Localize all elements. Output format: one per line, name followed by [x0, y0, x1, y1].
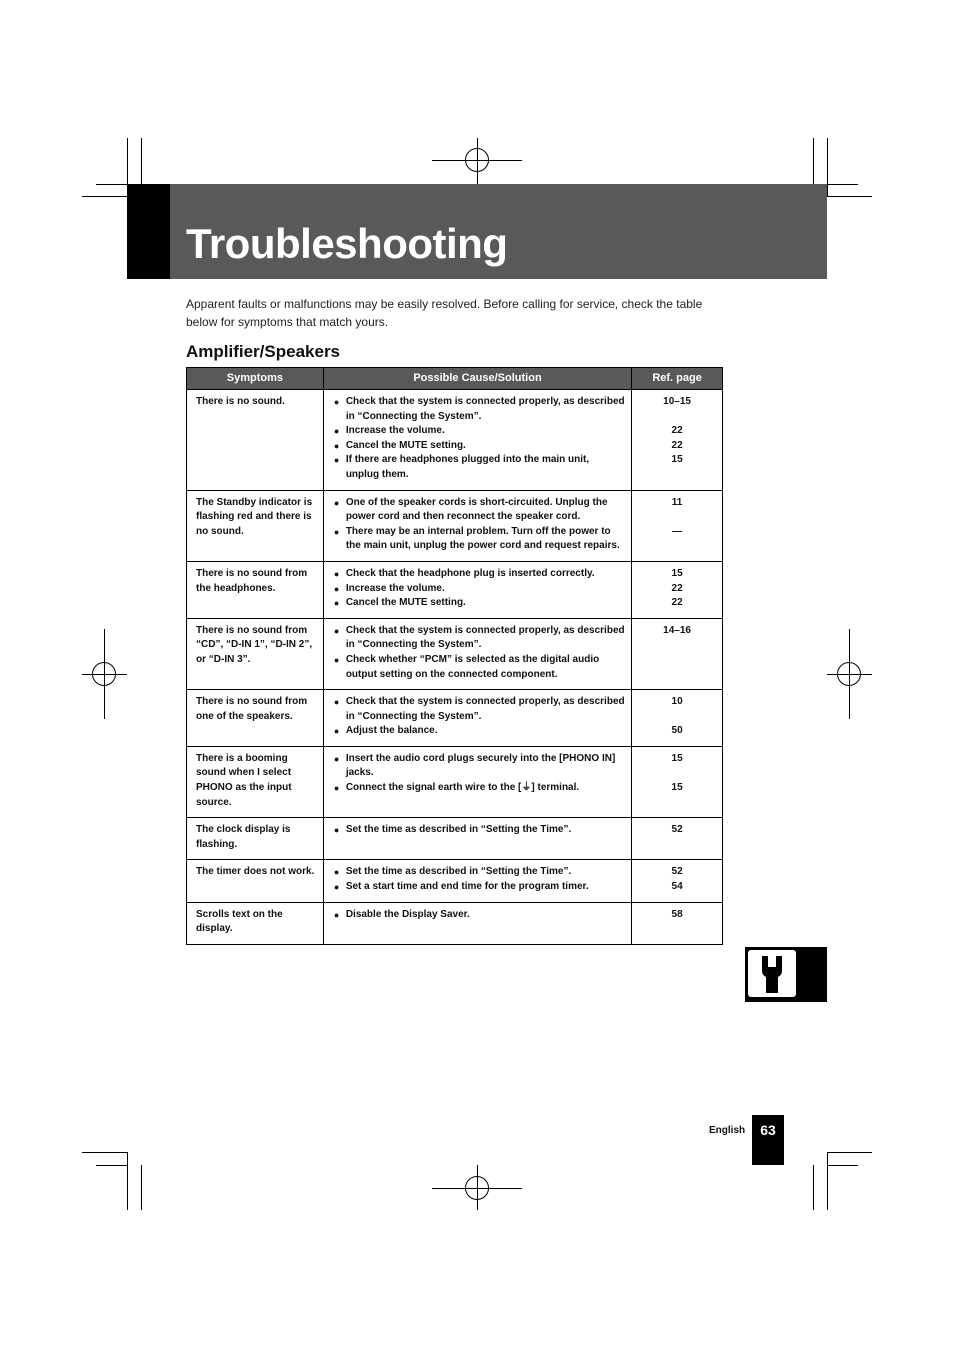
solution-item — [334, 908, 625, 923]
symptom-cell: There is no sound from the headphones. — [187, 561, 324, 618]
solution-text: Check that the headphone plug is inserted correctly. — [345, 567, 595, 579]
solution-item — [334, 695, 625, 724]
solution-text: Increase the volume. — [345, 582, 445, 594]
bullet-icon: ● — [333, 440, 340, 451]
footer-language: English — [709, 1125, 746, 1136]
solution-cell — [323, 490, 631, 561]
solution-item — [334, 496, 625, 525]
solution-cell — [323, 561, 631, 618]
solution-cell — [323, 818, 631, 860]
ref-page-value: 54 — [671, 881, 683, 893]
solution-cell — [323, 746, 631, 817]
bullet-icon: ● — [333, 783, 340, 794]
bullet-icon: ● — [333, 825, 340, 836]
symptom-cell: The clock display is flashing. — [187, 818, 324, 860]
symptom-cell: There is no sound from one of the speakers. — [187, 690, 324, 747]
bullet-icon: ● — [333, 697, 340, 708]
solution-item — [334, 395, 625, 424]
wrench-icon — [748, 950, 796, 997]
ref-page-value — [632, 710, 722, 725]
title-bar-accent — [127, 184, 170, 279]
ref-page-value: 10 — [671, 696, 683, 708]
ref-page-value: 15 — [671, 782, 683, 794]
ref-page-value: 15 — [671, 752, 683, 764]
solution-item — [334, 582, 625, 597]
solution-cell — [323, 618, 631, 689]
symptom-cell: There is no sound from “CD”, “D-IN 1”, “D-IN 2”, or “D-IN 3”. — [187, 618, 324, 689]
ref-page-value: 15 — [671, 454, 683, 466]
ref-page-value: 22 — [671, 597, 683, 609]
solution-item — [334, 752, 625, 781]
ref-page-value — [632, 510, 722, 525]
solution-text: There may be an internal problem. Turn off the power to the main unit, unplug the power cord and request repairs. — [345, 525, 620, 552]
ref-page-value: 14–16 — [663, 624, 691, 636]
table-row — [187, 618, 723, 689]
table-row — [187, 818, 723, 860]
ref-page-cell — [632, 902, 723, 944]
ref-page-value: 52 — [671, 866, 683, 878]
symptom-cell: Scrolls text on the display. — [187, 902, 324, 944]
ref-page-cell — [632, 618, 723, 689]
solution-item — [334, 453, 625, 482]
bullet-icon: ● — [333, 455, 340, 466]
solution-text: Increase the volume. — [345, 425, 445, 437]
solution-item — [334, 823, 625, 838]
section-tab-icon-box — [748, 950, 796, 997]
solution-text: One of the speaker cords is short-circuited. Unplug the power cord and then reconnect the speaker cord. — [345, 496, 608, 523]
solution-text: Check whether “PCM” is selected as the digital audio output setting on the connected component. — [345, 653, 600, 680]
symptom-cell: The Standby indicator is flashing red and there is no sound. — [187, 490, 324, 561]
solution-text: Check that the system is connected properly, as described in “Connecting the System”. — [345, 696, 625, 722]
solution-cell — [323, 860, 631, 902]
ref-page-value: — — [672, 525, 683, 537]
bullet-icon: ● — [333, 625, 340, 636]
symptom-cell: The timer does not work. — [187, 860, 324, 902]
solution-item — [334, 596, 625, 611]
solution-text: Set the time as described in “Setting the Time”. — [345, 866, 572, 878]
ref-page-cell — [632, 860, 723, 902]
bullet-icon: ● — [333, 726, 340, 737]
solution-item — [334, 880, 625, 895]
bullet-icon: ● — [333, 598, 340, 609]
solution-item — [334, 424, 625, 439]
ref-page-value — [632, 766, 722, 781]
bullet-icon: ● — [333, 426, 340, 437]
table-row — [187, 561, 723, 618]
table-body — [187, 390, 723, 945]
ref-page-cell — [632, 561, 723, 618]
ref-page-cell — [632, 690, 723, 747]
solution-text: Disable the Display Saver. — [345, 908, 470, 920]
ref-page-cell — [632, 818, 723, 860]
bullet-icon: ● — [333, 568, 340, 579]
table-row — [187, 690, 723, 747]
ref-page-value — [632, 410, 722, 425]
solution-item — [334, 525, 625, 554]
solution-item — [334, 439, 625, 454]
ref-page-value: 11 — [671, 496, 683, 508]
bullet-icon: ● — [333, 753, 340, 764]
solution-item — [334, 865, 625, 880]
solution-text: Set a start time and end time for the program timer. — [345, 881, 589, 893]
troubleshooting-table — [186, 367, 723, 945]
page-title: Troubleshooting — [186, 220, 508, 267]
table-row — [187, 902, 723, 944]
ref-page-value: 52 — [671, 824, 683, 836]
table-header-row — [187, 368, 723, 390]
section-heading: Amplifier/Speakers — [186, 342, 341, 361]
solution-item — [334, 724, 625, 739]
bullet-icon: ● — [333, 397, 340, 407]
bullet-icon: ● — [333, 909, 340, 920]
ref-page-value: 50 — [671, 725, 683, 737]
bullet-icon: ● — [333, 497, 340, 508]
solution-text: Check that the system is connected properly, as described in “Connecting the System”. — [345, 624, 625, 651]
ref-page-cell — [632, 746, 723, 817]
header-ref-page: Ref. page — [632, 368, 723, 390]
table-row — [187, 860, 723, 902]
solution-item — [334, 653, 625, 682]
ref-page-value: 22 — [671, 582, 683, 594]
solution-cell — [323, 390, 631, 491]
solution-cell — [323, 902, 631, 944]
table-row — [187, 490, 723, 561]
solution-cell — [323, 690, 631, 747]
solution-text: Cancel the MUTE setting. — [345, 597, 466, 609]
ref-page-cell — [632, 490, 723, 561]
solution-item — [334, 781, 625, 796]
ref-page-value: 58 — [671, 908, 683, 920]
bullet-icon: ● — [333, 867, 340, 878]
solution-text: Set the time as described in “Setting the Time”. — [345, 824, 572, 836]
header-symptoms: Symptoms — [187, 368, 324, 390]
bullet-icon: ● — [333, 654, 340, 665]
symptom-cell: There is no sound. — [187, 390, 324, 491]
ref-page-value: 10–15 — [663, 396, 691, 407]
solution-item — [334, 567, 625, 582]
solution-text: If there are headphones plugged into the main unit, unplug them. — [345, 454, 590, 480]
solution-text: Adjust the balance. — [345, 725, 438, 737]
ref-page-cell — [632, 390, 723, 491]
solution-text: Connect the signal earth wire to the [⏚] terminal. — [345, 782, 580, 794]
bullet-icon: ● — [333, 583, 340, 594]
ref-page-value: 15 — [671, 567, 683, 579]
solution-text: Cancel the MUTE setting. — [345, 439, 466, 451]
ref-page-value: 22 — [671, 439, 683, 451]
page-number: 63 — [760, 1122, 776, 1138]
header-solution: Possible Cause/Solution — [323, 368, 631, 390]
solution-item — [334, 624, 625, 653]
intro-paragraph: Apparent faults or malfunctions may be easily resolved. Before calling for service, check the table below for symptoms that match yours. — [186, 297, 703, 329]
solution-text: Insert the audio cord plugs securely into the [PHONO IN] jacks. — [345, 752, 616, 779]
bullet-icon: ● — [333, 526, 340, 537]
symptom-cell: There is a booming sound when I select PHONO as the input source. — [187, 746, 324, 817]
table-row — [187, 390, 723, 491]
ref-page-value: 22 — [671, 425, 683, 437]
bullet-icon: ● — [333, 882, 340, 893]
table-row — [187, 746, 723, 817]
solution-text: Check that the system is connected properly, as described in “Connecting the System”. — [345, 396, 625, 422]
